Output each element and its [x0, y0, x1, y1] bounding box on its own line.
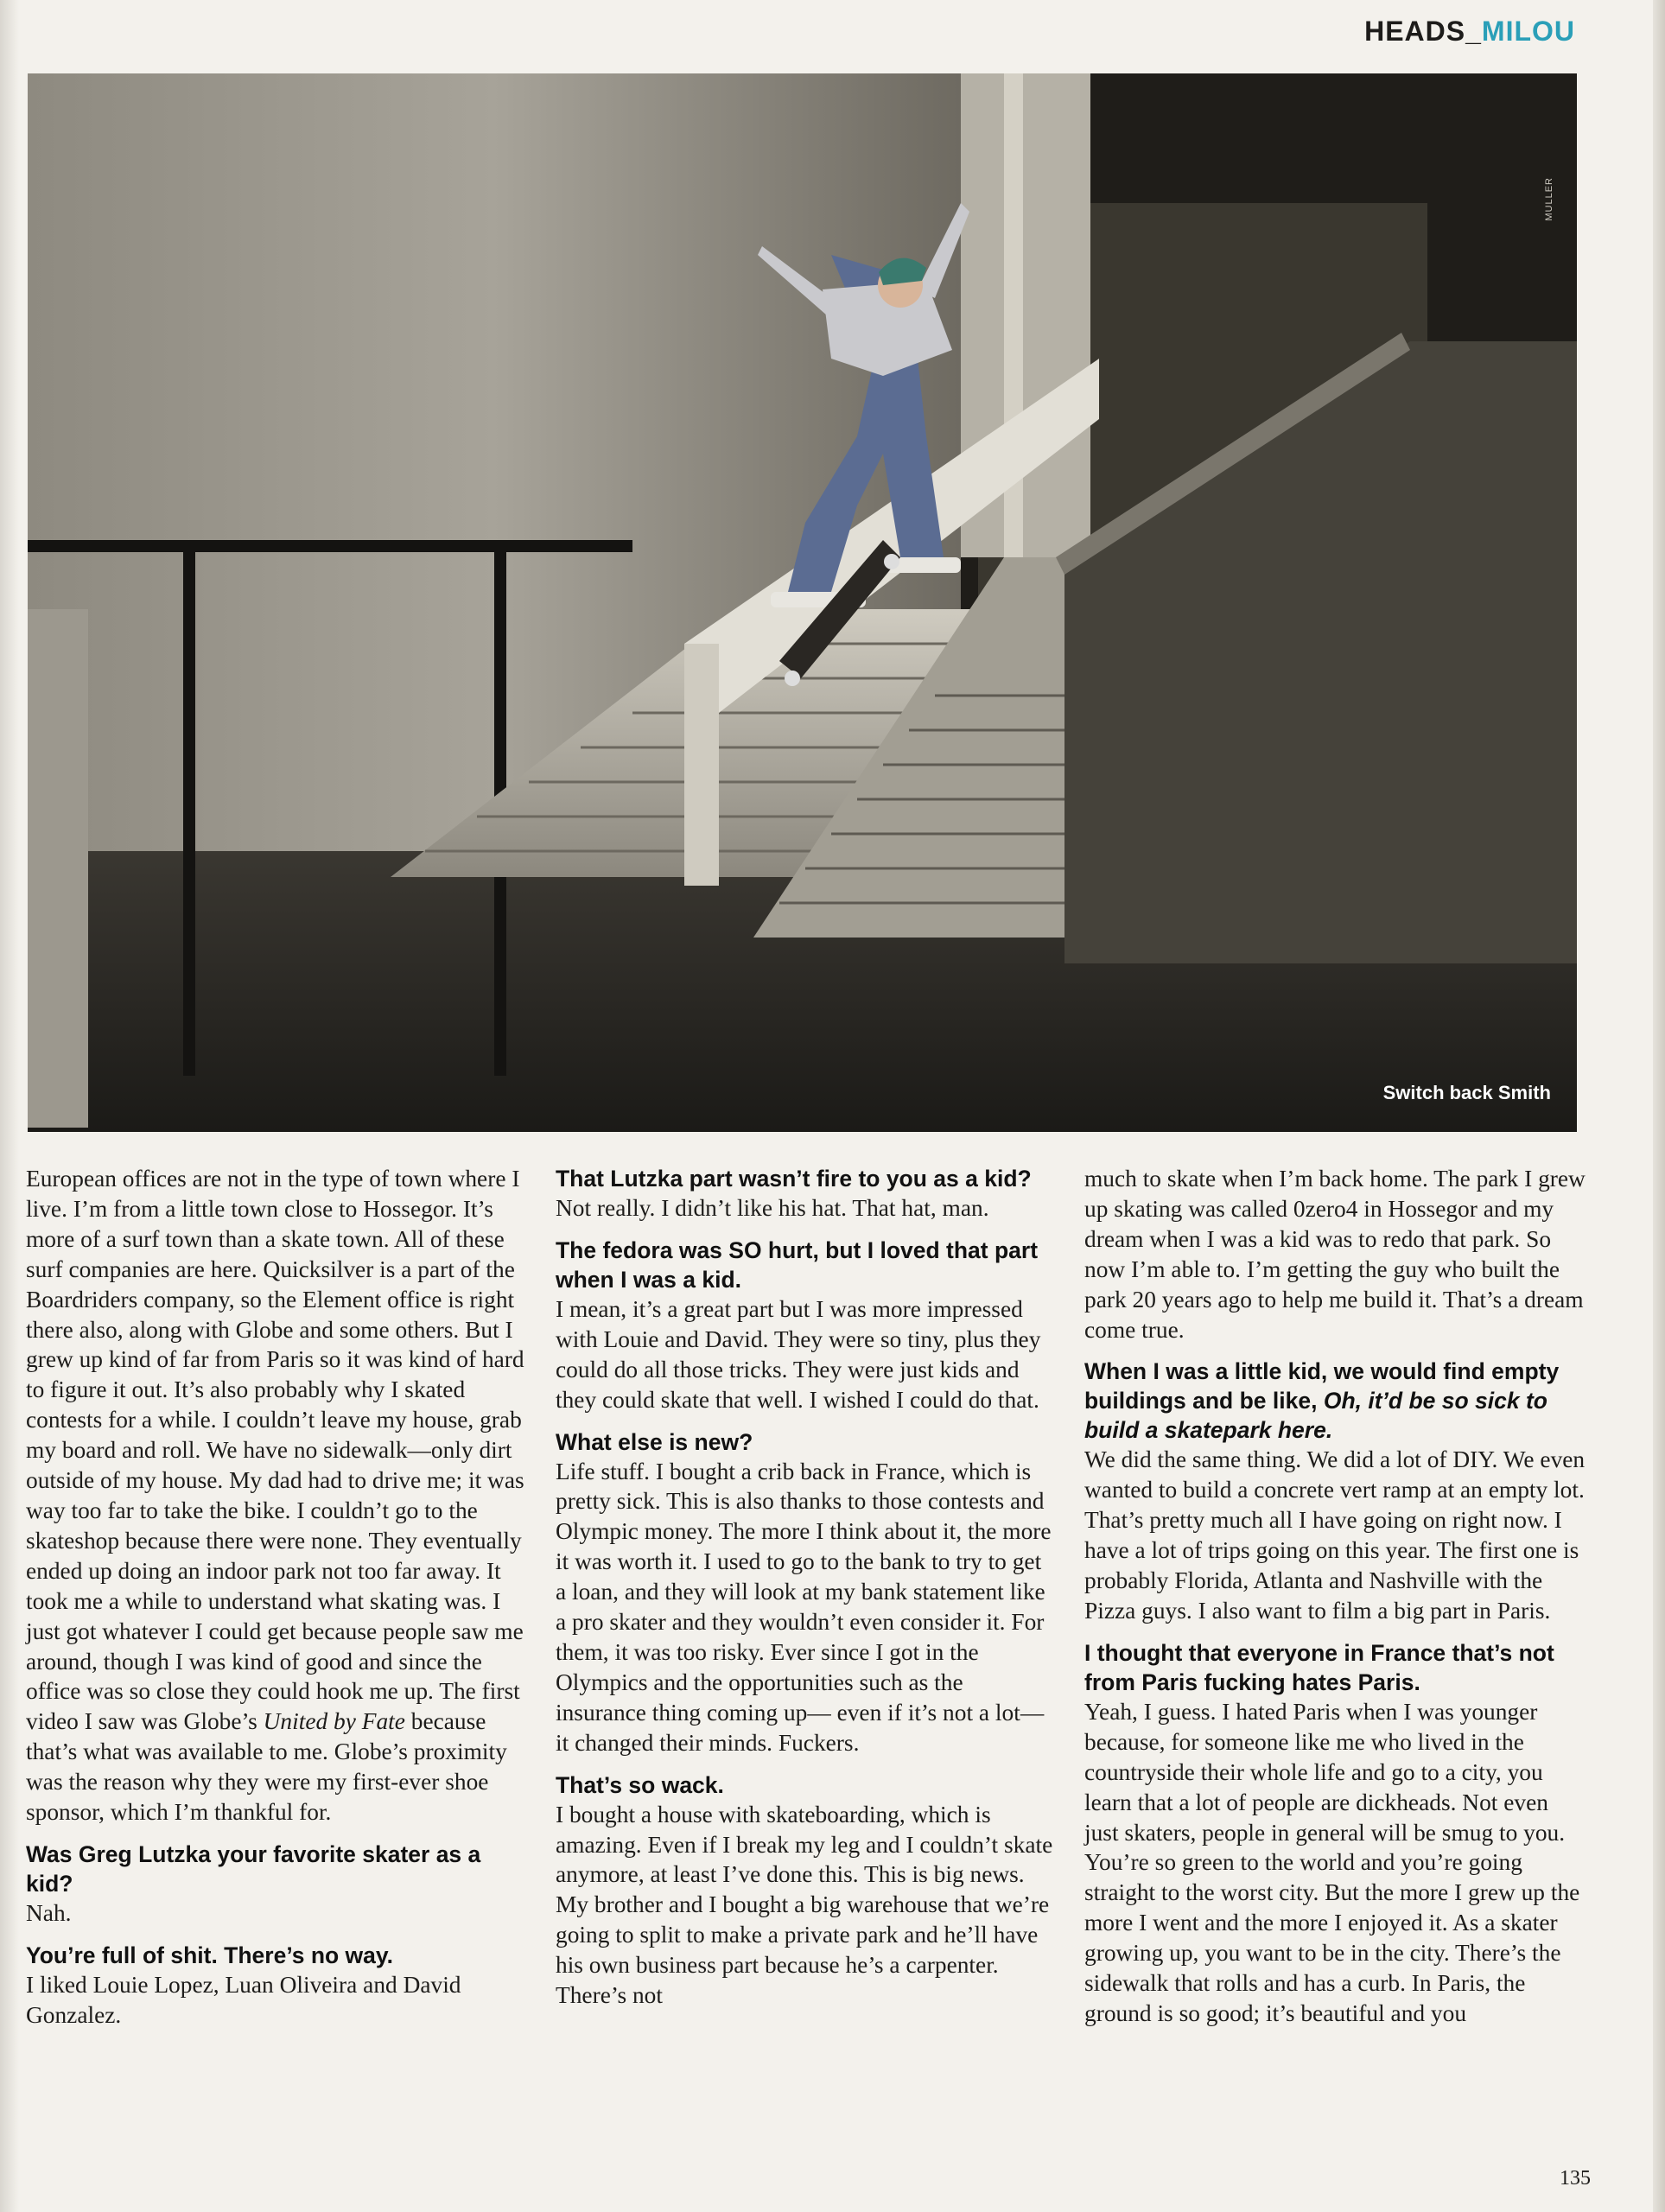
interview-answer: Not really. I didn’t like his hat. That hat, man. [556, 1195, 989, 1221]
text-column-2 [556, 1164, 1057, 2011]
interview-answer: Yeah, I guess. I hated Paris when I was younger because, for someone like me who lived in the countryside their whole life and go to a city, you learn that a lot of people are dickheads. Not even just skaters, people in general will be smug to you. You’re so green to the world and you’re going straight to the worst city. But the more I grew up the more I went and the more I enjoyed it. As a skater growing up, you want to be in the city. There’s the sidewalk that rolls and has a curb. In Paris, the ground is so good; it’s beautiful and you [1084, 1698, 1580, 2026]
page-gutter-shadow [0, 0, 19, 2212]
interview-answer: I liked Louie Lopez, Luan Oliveira and David Gonzalez. [26, 1971, 461, 2028]
page-number: 135 [1560, 2167, 1591, 2190]
interview-answer: Nah. [26, 1899, 72, 1926]
interview-question: I thought that everyone in France that’s not from Paris fucking hates Paris. [1084, 1639, 1554, 1695]
page-edge [1653, 0, 1665, 2212]
skate-photo [28, 73, 1577, 1132]
text-column-3 [1084, 1164, 1586, 2029]
paragraph-text: European offices are not in the type of town where I live. I’m from a little town close to Hossegor. It’s more of a surf town than a skate town. All of these surf companies are here. Quicksilver is a part of the Boardriders company, so the Element office is right there also, along with Globe and some others. But I grew up kind of far from Paris so it was kind of hard to figure it out. It’s also probably why I skated contests for a while. I couldn’t leave my house, grab my board and roll. We have no sidewalk—only dirt outside of my house. My dad had to drive me; it was way too far to take the bike. I couldn’t go to the skateshop because there were none. They eventually ended up doing an indoor park not too far away. It took me a while to understand what skating was. I just got whatever I could get because people saw me around, though I was kind of good and since the office was so close they could hook me up. The first video I saw was Globe’s [26, 1166, 524, 1735]
interview-answer: I bought a house with skateboarding, which is amazing. Even if I break my leg and I couldn’t skate anymore, at least I’ve done this. This is big news. My brother and I bought a big warehouse that we’re going to split to make a private park and he’ll have his own business part because he’s a carpenter. There’s not [556, 1801, 1053, 2009]
paragraph-text: because that’s what was available to me. Globe’s proximity was the reason why they were my first-ever shoe sponsor, which I’m thankful for. [26, 1708, 507, 1826]
section-header [1364, 16, 1575, 48]
interview-question: The fedora was SO hurt, but I loved that part when I was a kid. [556, 1236, 1039, 1293]
section-name: HEADS [1364, 16, 1466, 47]
interview-question: You’re full of shit. There’s no way. [26, 1942, 394, 1968]
photo-illustration [28, 73, 1577, 1132]
interview-question: That’s so wack. [556, 1771, 724, 1798]
interview-question: What else is new? [556, 1428, 753, 1455]
video-title: United by Fate [263, 1708, 405, 1735]
interview-answer: much to skate when I’m back home. The park I grew up skating was called 0zero4 in Hossegor and my dream when I was a kid was to redo that park. So now I’m able to. I’m getting the guy who built the park 20 years ago to help me build it. That’s a dream come true. [1084, 1166, 1586, 1343]
text-column-1 [26, 1164, 527, 2031]
interview-question: Was Greg Lutzka your favorite skater as a kid? [26, 1840, 481, 1897]
section-separator: _ [1465, 16, 1482, 47]
question-text: When I was a little kid, we would find empty buildings and be like, [1084, 1358, 1560, 1414]
interview-answer: Life stuff. I bought a crib back in France, which is pretty sick. This is also thanks to those contests and Olympic money. The more I think about it, the more it was worth it. I used to go to the bank to try to get a loan, and they will look at my bank statement like a pro skater and they wouldn’t even consider it. For them, it was too risky. Ever since I got in the Olympics and the opportunities such as the insurance thing coming up— even if it’s not a lot—it changed their minds. Fuckers. [556, 1458, 1052, 1756]
section-subject: MILOU [1481, 16, 1575, 47]
interview-question: That Lutzka part wasn’t fire to you as a kid? [556, 1166, 1032, 1192]
interview-answer: I mean, it’s a great part but I was more impressed with Louie and David. They were so tiny, plus they could do all those tricks. They were just kids and they could skate that well. I wished I could do that. [556, 1295, 1041, 1413]
interview-answer: We did the same thing. We did a lot of DIY. We even wanted to build a concrete vert ramp at an empty lot. That’s pretty much all I have going on right now. I have a lot of trips going on this year. The first one is probably Florida, Atlanta and Nashville with the Pizza guys. I also want to film a big part in Paris. [1084, 1446, 1586, 1624]
photo-credit: MULLER [1544, 177, 1554, 221]
question-italic-text: Oh, it’d be so sick to build a skatepark here. [1084, 1388, 1547, 1444]
photo-caption: Switch back Smith [1382, 1082, 1551, 1103]
paragraph [26, 1164, 527, 1827]
interview-question [1084, 1357, 1586, 1445]
